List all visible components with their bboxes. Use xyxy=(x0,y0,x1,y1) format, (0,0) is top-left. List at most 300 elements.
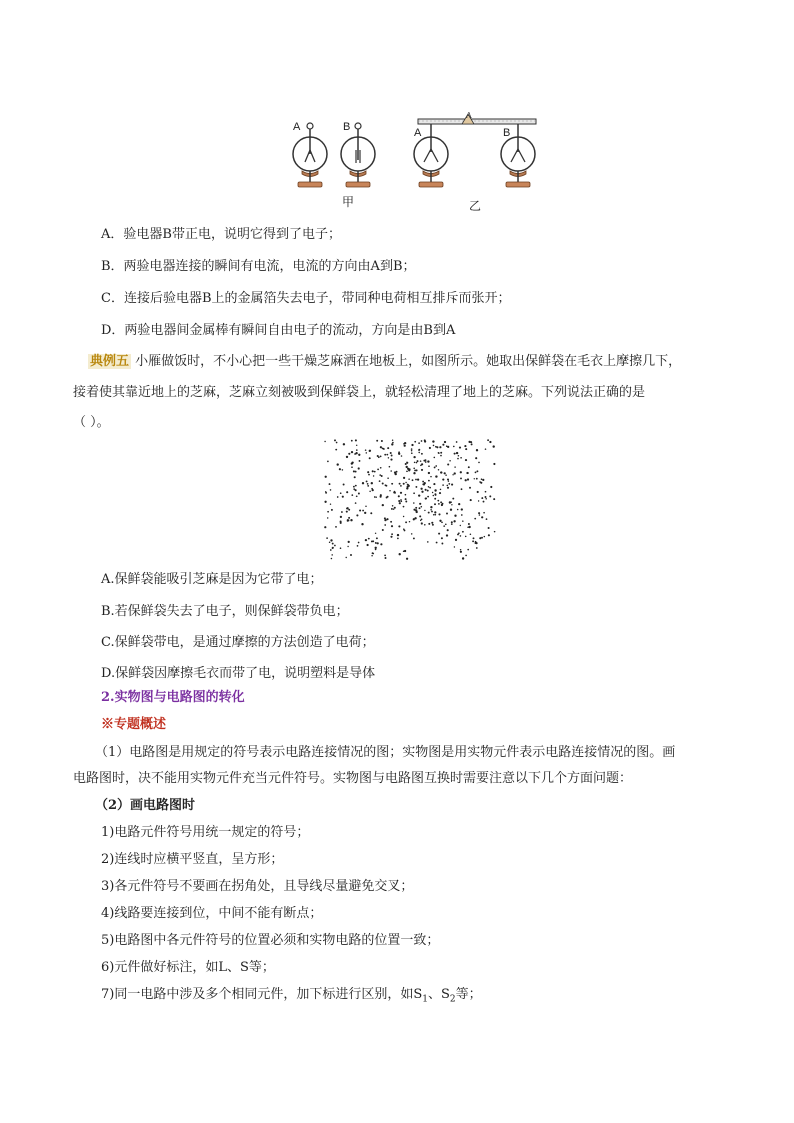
sesame-dot xyxy=(438,513,440,515)
sesame-dot xyxy=(441,537,443,539)
sesame-dot xyxy=(485,448,487,450)
sesame-dot xyxy=(454,472,456,474)
sesame-dot xyxy=(419,503,421,505)
sesame-dot xyxy=(421,440,423,442)
sesame-dot xyxy=(405,482,406,483)
sesame-dot xyxy=(327,511,329,513)
sesame-dot xyxy=(457,533,459,535)
section2-p1-line1: （1）电路图是用规定的符号表示电路连接情况的图；实物图是用实物元件表示电路连接情况的图。画 xyxy=(95,745,676,760)
sesame-dot xyxy=(388,457,389,458)
sesame-dot xyxy=(415,479,417,481)
sesame-dot xyxy=(420,464,422,466)
sesame-dot xyxy=(347,546,348,547)
sesame-dot xyxy=(392,483,393,484)
sesame-dot xyxy=(387,496,389,498)
sesame-dot xyxy=(441,504,443,506)
sesame-dot xyxy=(351,451,353,453)
sesame-dot xyxy=(493,498,495,500)
section2-p1-line2: 电路图时，决不能用实物元件充当元件符号。实物图与电路图互换时需要注意以下几个方面问题： xyxy=(73,771,633,786)
sesame-dot xyxy=(353,470,355,472)
rod-handle-mark: A xyxy=(466,111,472,120)
sesame-dot xyxy=(435,494,437,496)
sesame-dot xyxy=(359,460,361,462)
sesame-dot xyxy=(370,512,372,514)
sesame-dot xyxy=(457,509,459,511)
sesame-dot xyxy=(465,448,467,450)
sesame-dot xyxy=(404,442,406,444)
sesame-dot xyxy=(346,491,348,493)
sesame-dot xyxy=(469,487,471,489)
sesame-dot xyxy=(460,535,462,537)
sesame-dot xyxy=(405,501,407,503)
sesame-dot xyxy=(394,492,396,494)
sesame-dot xyxy=(324,526,326,528)
sesame-dot xyxy=(368,474,370,476)
sesame-dot xyxy=(462,531,464,533)
sesame-dot xyxy=(468,523,470,525)
sesame-dot xyxy=(440,501,442,503)
sesame-dot xyxy=(381,475,383,477)
sesame-dot xyxy=(477,491,479,493)
sesame-dot xyxy=(325,476,327,478)
sesame-dot xyxy=(448,481,449,482)
sesame-dot xyxy=(355,439,357,441)
sesame-dot xyxy=(415,507,417,509)
sesame-dot xyxy=(376,537,378,539)
sesame-dot xyxy=(494,531,496,533)
sesame-dot xyxy=(373,553,374,554)
sesame-dot xyxy=(405,494,407,496)
sesame-dot xyxy=(446,513,448,515)
sesame-dot xyxy=(445,523,447,525)
sesame-dot xyxy=(330,489,332,491)
sesame-dot xyxy=(380,467,382,469)
sesame-dot xyxy=(421,453,423,455)
sesame-dot xyxy=(433,445,435,447)
q4-option-b: B．两验电器连接的瞬间有电流，电流的方向由A到B； xyxy=(101,259,416,274)
sesame-dot xyxy=(447,478,449,480)
sesame-dot xyxy=(327,461,329,463)
sesame-dot xyxy=(414,469,416,471)
sesame-dot xyxy=(384,555,386,557)
sesame-dot xyxy=(367,544,369,546)
sesame-dot xyxy=(434,503,436,505)
sesame-dot xyxy=(391,455,393,457)
rule-2: 2)连线时应横平竖直，呈方形； xyxy=(101,852,284,867)
sesame-dot xyxy=(440,471,442,473)
sesame-dot xyxy=(375,542,377,544)
sesame-dot xyxy=(331,509,333,511)
sesame-dot xyxy=(452,474,453,475)
sesame-dot xyxy=(406,462,407,463)
sesame-dot xyxy=(436,542,438,544)
sesame-dot xyxy=(481,516,483,518)
sesame-dot xyxy=(347,520,349,522)
sesame-dot xyxy=(434,511,436,513)
sesame-dot xyxy=(345,557,346,558)
sesame-dot xyxy=(427,496,429,498)
sesame-dot xyxy=(329,541,331,543)
sesame-dot xyxy=(428,480,430,482)
sesame-dot xyxy=(351,440,353,442)
sesame-dot xyxy=(399,502,401,504)
sesame-dot xyxy=(465,479,467,481)
sesame-dot xyxy=(461,488,463,490)
sesame-dot xyxy=(391,508,393,510)
sesame-dot xyxy=(478,512,480,514)
sesame-dot xyxy=(424,439,426,441)
example5-line2: 接着使其靠近地上的芝麻，芝麻立刻被吸到保鲜袋上，就轻松清理了地上的芝麻。下列说法正确的是 xyxy=(73,385,646,400)
sesame-dot xyxy=(476,547,478,549)
q4-option-c: C．连接后验电器B上的金属箔失去电子，带同种电荷相互排斥而张开； xyxy=(101,291,511,306)
sesame-dot xyxy=(372,470,374,472)
sesame-dot xyxy=(474,518,476,520)
sesame-dot xyxy=(447,463,449,465)
rule-7-sub1: 1 xyxy=(422,994,428,1005)
rule-7-mid: 、S xyxy=(427,987,450,1002)
sesame-dot xyxy=(440,489,442,491)
sesame-dot xyxy=(417,478,419,480)
sesame-dot xyxy=(340,492,342,494)
sesame-dot xyxy=(392,442,394,444)
sesame-dot xyxy=(446,445,448,447)
sesame-dot xyxy=(334,439,336,441)
sesame-dot xyxy=(442,479,444,481)
sesame-dot xyxy=(379,474,381,476)
sesame-dot xyxy=(335,526,337,528)
sesame-dot xyxy=(340,547,342,549)
sesame-dot xyxy=(414,462,416,464)
sesame-dot xyxy=(367,471,369,473)
sesame-dot xyxy=(443,525,445,527)
sesame-dot xyxy=(346,511,348,513)
sesame-dot xyxy=(355,452,357,454)
sesame-dot xyxy=(326,537,328,539)
sesame-dot xyxy=(377,542,379,544)
sesame-dot xyxy=(461,514,463,516)
sesame-dot xyxy=(398,500,400,502)
example5-text1: 小雁做饭时，不小心把一些干燥芝麻洒在地板上，如图所示。她取出保鲜袋在毛衣上摩擦几下， xyxy=(131,354,682,369)
sesame-dot xyxy=(425,498,427,500)
sesame-dot xyxy=(390,470,392,472)
sesame-dot xyxy=(376,440,378,442)
sesame-dot xyxy=(415,486,417,488)
sesame-dot xyxy=(382,482,384,484)
sesame-dot xyxy=(416,462,418,464)
sesame-dot xyxy=(409,521,410,522)
sesame-dot xyxy=(395,473,397,475)
sesame-illustration xyxy=(322,438,498,562)
sesame-dot xyxy=(400,500,402,502)
label-yi-a: A xyxy=(414,127,422,139)
sesame-dot xyxy=(366,480,368,482)
sesame-dot xyxy=(398,525,400,527)
sesame-dot xyxy=(377,469,379,471)
sesame-dot xyxy=(480,482,482,484)
sesame-dot xyxy=(359,509,361,511)
sesame-dot xyxy=(384,524,386,526)
sesame-dot xyxy=(348,517,350,519)
sesame-dot xyxy=(327,517,328,518)
sesame-dot xyxy=(465,536,467,538)
sesame-dot xyxy=(371,555,372,556)
sesame-dot xyxy=(413,537,415,539)
sesame-dot xyxy=(348,541,350,543)
sesame-dot xyxy=(481,497,483,499)
rule-7-suffix: 等； xyxy=(455,987,482,1002)
sesame-dot xyxy=(415,509,417,511)
sesame-dot xyxy=(483,501,485,503)
sesame-dot xyxy=(398,495,400,497)
section2-sub2: （2）画电路图时 xyxy=(95,798,196,813)
sesame-dot xyxy=(419,515,421,517)
sesame-dot xyxy=(389,466,391,468)
sesame-dot xyxy=(380,446,382,448)
sesame-dot xyxy=(337,463,339,465)
label-yi-b: B xyxy=(503,127,511,139)
sesame-dot xyxy=(399,553,401,555)
sesame-dot xyxy=(403,528,405,530)
sesame-dot xyxy=(412,479,414,481)
sesame-dot xyxy=(411,444,413,446)
sesame-dot xyxy=(396,471,398,473)
label-jia-a: A xyxy=(293,121,301,133)
sesame-dot xyxy=(414,441,416,443)
sesame-dot xyxy=(351,461,353,463)
sesame-dot xyxy=(439,446,441,448)
sesame-dot xyxy=(411,533,413,535)
sesame-dot xyxy=(364,512,366,514)
sesame-dot xyxy=(413,492,415,494)
sesame-dot xyxy=(427,490,429,492)
sesame-dot xyxy=(458,455,460,457)
sesame-dot xyxy=(430,476,432,478)
sesame-dot xyxy=(331,558,333,560)
sesame-dot xyxy=(389,490,390,491)
sesame-dot xyxy=(448,483,450,485)
sesame-dot xyxy=(487,439,489,441)
sesame-dot xyxy=(425,461,427,463)
sesame-dot xyxy=(430,506,432,508)
sesame-dot xyxy=(367,485,369,487)
sesame-dot xyxy=(387,477,389,479)
sesame-dot xyxy=(339,468,341,470)
sesame-dot xyxy=(420,460,422,462)
sesame-dot xyxy=(438,469,440,471)
sesame-dot xyxy=(454,466,455,467)
sesame-dot xyxy=(391,533,393,535)
sesame-dot xyxy=(350,554,352,556)
sesame-dot xyxy=(358,467,360,469)
sesame-dot xyxy=(440,452,442,454)
sesame-dot xyxy=(371,482,373,484)
sesame-dot xyxy=(351,494,353,496)
sesame-dot xyxy=(421,491,423,493)
sesame-dot xyxy=(351,466,353,468)
example5-line1 xyxy=(88,353,681,371)
sesame-dot xyxy=(390,459,392,461)
sesame-dot xyxy=(456,441,458,443)
sesame-dot xyxy=(472,540,474,542)
sesame-dot xyxy=(435,465,437,467)
sesame-dot xyxy=(479,537,481,539)
sesame-dot xyxy=(365,505,367,507)
sesame-dot xyxy=(380,543,382,545)
sesame-dot xyxy=(435,475,437,477)
sesame-dot xyxy=(470,499,472,501)
sesame-dot xyxy=(447,529,449,531)
sesame-dot xyxy=(391,525,393,527)
sesame-dot xyxy=(460,551,462,553)
sesame-dot xyxy=(356,449,358,451)
sesame-dot xyxy=(438,452,440,454)
sesame-dot xyxy=(413,472,415,474)
sesame-dot xyxy=(484,536,485,537)
sesame-dot xyxy=(458,503,460,505)
sesame-dot xyxy=(355,485,357,487)
sesame-dot xyxy=(453,446,455,448)
sesame-dot xyxy=(432,524,434,526)
sesame-dot xyxy=(411,450,412,451)
sesame-dot xyxy=(490,486,492,488)
sesame-dot xyxy=(429,487,431,489)
sesame-dot xyxy=(485,491,487,493)
electroscope-figure xyxy=(288,110,538,212)
sesame-dot xyxy=(486,518,488,520)
sesame-dot xyxy=(452,498,454,500)
sesame-dot xyxy=(444,472,446,474)
sesame-dot xyxy=(371,488,373,490)
sesame-dot xyxy=(445,474,447,476)
sesame-dot xyxy=(368,538,370,540)
sesame-dot xyxy=(439,492,441,494)
sesame-dot xyxy=(358,493,360,495)
sesame-dot xyxy=(473,537,475,539)
sesame-dot xyxy=(348,453,350,455)
sesame-dot xyxy=(374,471,376,473)
q5-option-c: C.保鲜袋带电，是通过摩擦的方法创造了电荷； xyxy=(101,635,375,650)
sesame-dot xyxy=(391,443,393,445)
sesame-dot xyxy=(382,529,384,531)
sesame-dot xyxy=(465,459,467,461)
sesame-dot xyxy=(481,478,483,480)
sesame-dot xyxy=(408,478,410,480)
sesame-dot xyxy=(464,445,466,447)
sesame-dot xyxy=(340,516,342,518)
sesame-dot xyxy=(385,557,387,559)
sesame-dot xyxy=(369,491,370,492)
sesame-dot xyxy=(454,546,455,547)
section2-title: 2.实物图与电路图的转化 xyxy=(101,690,245,705)
sesame-dot xyxy=(386,454,388,456)
sesame-dot xyxy=(356,445,357,446)
sesame-dot xyxy=(451,523,453,525)
sesame-dot xyxy=(446,485,448,487)
sesame-dot xyxy=(403,506,405,508)
sesame-dot xyxy=(387,447,389,449)
sesame-dot xyxy=(440,455,442,457)
sesame-dot xyxy=(446,534,448,536)
sesame-dot xyxy=(329,483,331,485)
sesame-dot xyxy=(386,518,388,520)
sesame-dot xyxy=(393,508,395,510)
sesame-dot xyxy=(404,445,406,447)
sesame-dot xyxy=(355,471,357,473)
sesame-dot xyxy=(428,486,430,488)
sesame-dot xyxy=(399,483,401,485)
sesame-dot xyxy=(476,470,478,472)
sesame-dot xyxy=(457,458,459,460)
sesame-dot xyxy=(433,495,435,497)
sesame-dot xyxy=(433,457,435,459)
sesame-dot xyxy=(324,441,325,442)
sesame-dot xyxy=(485,498,487,500)
sesame-dot xyxy=(403,516,404,517)
sesame-dot xyxy=(335,449,337,451)
sesame-dot xyxy=(403,483,405,485)
sesame-dot xyxy=(403,477,405,479)
sesame-dot xyxy=(455,539,457,541)
sesame-dot xyxy=(340,520,342,522)
sesame-dot xyxy=(441,521,443,523)
sesame-dot xyxy=(413,518,415,520)
sesame-dot xyxy=(427,460,429,462)
sesame-dot xyxy=(390,452,392,454)
sesame-dot xyxy=(413,502,415,504)
rule-3: 3)各元件符号不要画在拐角处，且导线尽量避免交叉； xyxy=(101,879,414,894)
sesame-dot xyxy=(390,536,392,538)
rule-7 xyxy=(101,986,482,1009)
sesame-dot xyxy=(331,554,333,556)
sesame-dot xyxy=(394,507,396,509)
sesame-dot xyxy=(476,478,478,480)
sesame-dot xyxy=(411,452,413,454)
sesame-dot xyxy=(433,514,435,516)
sesame-dot xyxy=(419,507,421,509)
sesame-dot xyxy=(366,452,368,454)
rule-6: 6)元件做好标注，如L、S等； xyxy=(101,960,275,975)
sesame-dot xyxy=(465,555,467,557)
sesame-dot xyxy=(400,492,402,494)
sesame-dot xyxy=(346,456,348,458)
sesame-dot xyxy=(460,525,461,526)
sesame-dot xyxy=(324,501,326,503)
sesame-dot xyxy=(385,485,387,487)
rule-4: 4)线路要连接到位，中间不能有断点； xyxy=(101,906,323,921)
sesame-dot xyxy=(460,457,462,459)
sesame-dot xyxy=(459,447,461,449)
sesame-dot xyxy=(478,500,479,501)
sesame-dot xyxy=(353,486,355,488)
sesame-dot xyxy=(483,512,485,514)
sesame-dot xyxy=(343,443,345,445)
example5-label: 典例五 xyxy=(90,354,130,369)
sesame-dot xyxy=(383,448,384,449)
sesame-dot xyxy=(438,533,440,535)
sesame-dot xyxy=(342,469,344,471)
sesame-dot xyxy=(450,509,452,511)
sesame-dot xyxy=(346,508,348,510)
sesame-dot xyxy=(405,498,407,500)
sesame-dot xyxy=(447,487,449,489)
example5-line3: （ ）。 xyxy=(73,415,110,430)
sesame-dot xyxy=(471,443,473,445)
sesame-dot xyxy=(479,514,481,516)
caption-yi: 乙 xyxy=(469,199,482,212)
sesame-dot xyxy=(453,520,455,522)
sesame-dot xyxy=(421,506,423,508)
sesame-dot xyxy=(421,469,423,471)
